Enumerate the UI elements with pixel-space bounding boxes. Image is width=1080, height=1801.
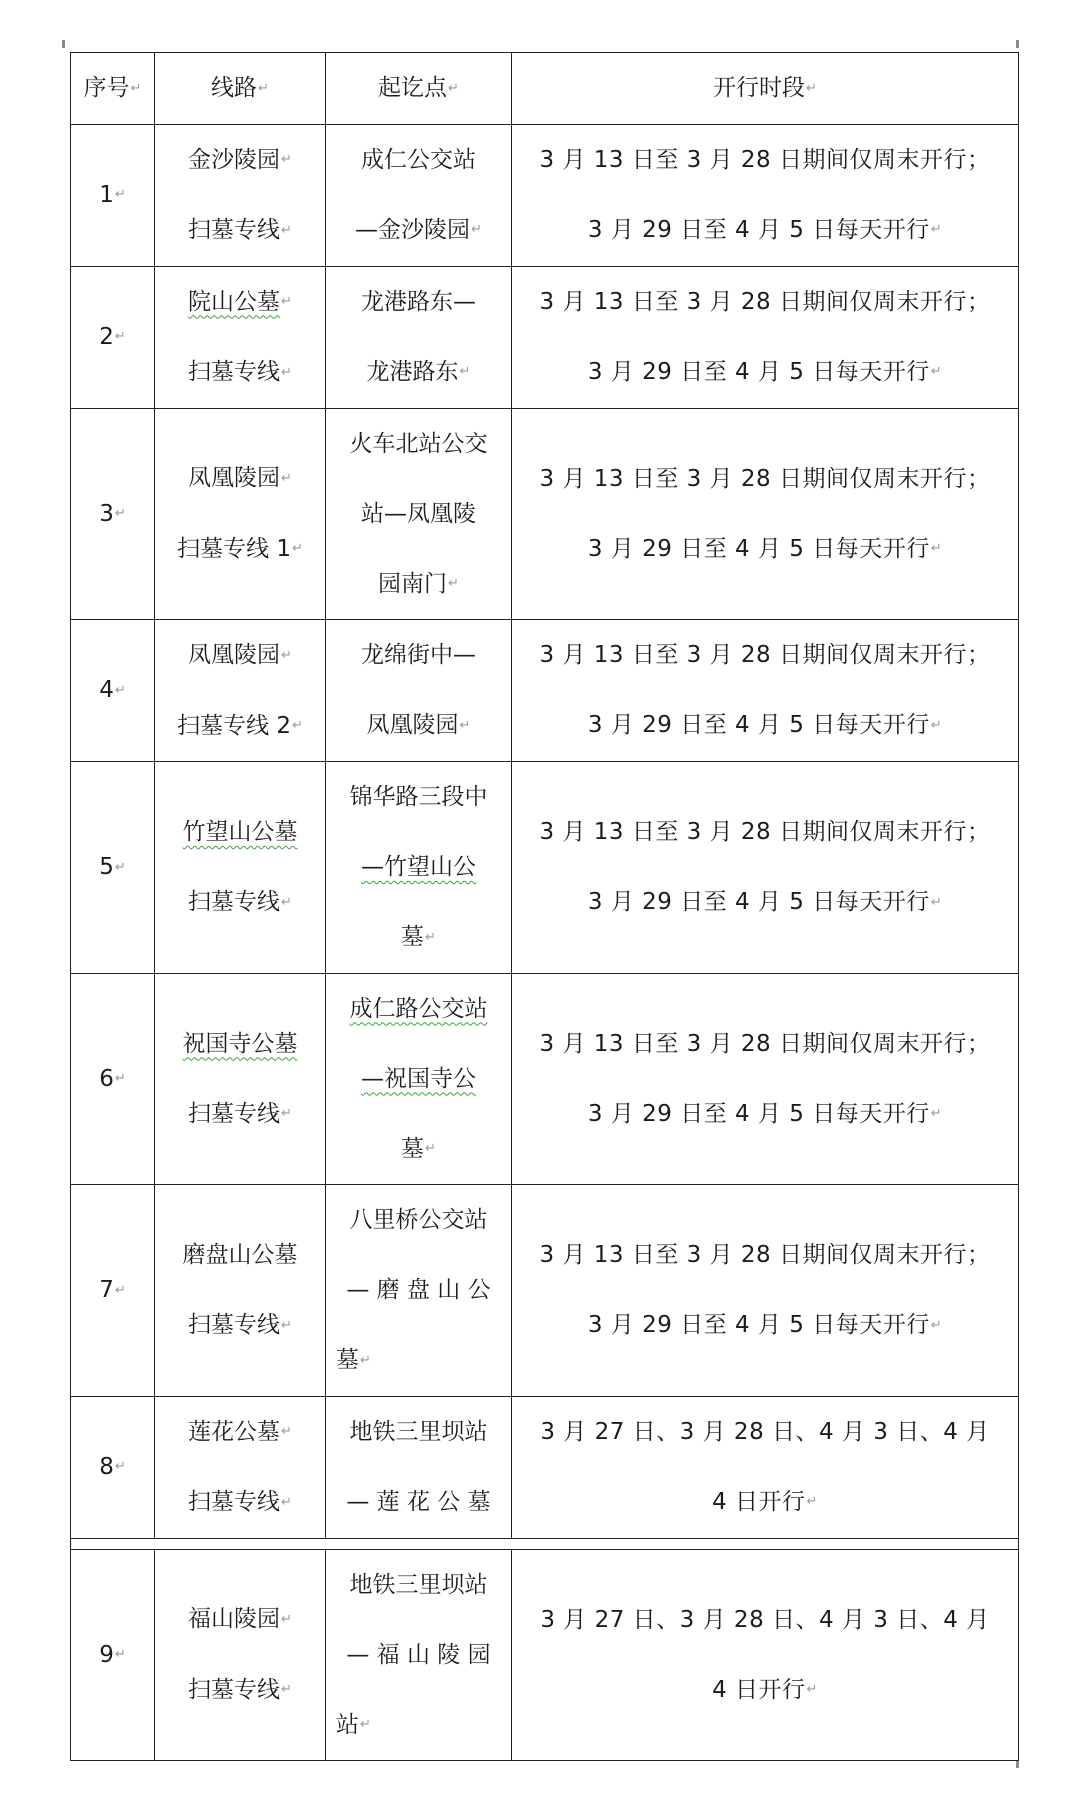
paragraph-mark: ↵ [930,541,943,556]
time-text: 3 月 29 日至 4 月 5 日每天开行 [587,889,930,915]
seq-number: 8 [99,1453,114,1480]
table-row [71,1396,1019,1538]
cell-time [512,973,1019,1185]
stops-text: 站—凤凰陵 [361,500,476,527]
route-line [155,691,325,762]
stops-text: 八里桥公交站 [349,1207,488,1233]
paragraph-mark: ↵ [114,1282,126,1298]
time-text: 3 月 13 日至 3 月 28 日期间仅周末开行； [539,1242,991,1268]
route-line [155,620,325,691]
cell-route [155,266,326,408]
route-text: 竹望山公墓 [182,819,298,845]
cell-seq [71,1185,155,1397]
route-text: 扫墓专线 [188,217,281,243]
table-row [71,124,1019,266]
route-text: 福山陵园 [188,1606,281,1633]
time-text: 3 月 13 日至 3 月 28 日期间仅周末开行； [539,642,991,669]
time-line [512,444,1018,514]
stops-line [326,1397,511,1467]
stops-text: 火车北站公交 [349,430,488,457]
margin-marker [62,40,65,48]
paragraph-mark: ↵ [281,1424,292,1439]
paragraph-mark: ↵ [360,1352,371,1368]
time-line [512,1467,1018,1538]
seq-number: 2 [99,323,114,350]
time-line [512,337,1018,408]
route-line [155,1584,325,1655]
paragraph-mark: ↵ [425,929,436,945]
time-line [512,1655,1018,1726]
time-text: 3 月 13 日至 3 月 28 日期间仅周末开行； [539,1030,991,1057]
cell-time [512,124,1019,266]
header-seq [71,53,155,125]
paragraph-mark: ↵ [930,222,943,238]
stops-line [326,1185,511,1255]
table-row [71,762,1019,974]
cell-stops [326,620,512,762]
time-line [512,267,1018,337]
paragraph-mark: ↵ [459,364,471,380]
cell-stops [326,973,512,1185]
cell-seq [71,762,155,974]
route-line [155,125,325,196]
seq-number: 6 [99,1065,114,1092]
time-text: 3 月 27 日、3 月 28 日、4 月 3 日、4 月 [540,1418,990,1445]
stops-line [326,1044,511,1114]
stops-text: 地铁三里坝站 [349,1419,488,1445]
time-text: 3 月 29 日至 4 月 5 日每天开行 [587,1100,930,1127]
time-line [512,620,1018,690]
paragraph-mark: ↵ [281,1106,292,1121]
route-line [155,267,325,338]
table-row [71,1185,1019,1397]
cell-seq [71,124,155,266]
stops-text: —祝国寺公 [361,1065,476,1092]
route-line [155,867,325,938]
margin-marker [1016,40,1019,48]
paragraph-mark: ↵ [114,1459,126,1475]
paragraph-mark: ↵ [130,80,142,96]
cell-stops [326,124,512,266]
time-line [512,195,1018,266]
route-text: 扫墓专线 1 [177,535,292,562]
time-line [512,867,1018,938]
stops-line [326,409,511,479]
stops-text: 成仁路公交站 [349,995,488,1022]
cell-stops [326,1549,512,1761]
time-text: 3 月 13 日至 3 月 28 日期间仅周末开行； [539,146,991,173]
stops-line [326,620,511,690]
stops-text: — 莲 花 公 墓 [346,1489,491,1515]
paragraph-mark: ↵ [258,80,269,96]
time-line [512,1290,1018,1361]
time-line [512,514,1018,585]
header-stops-label: 起讫点 [378,75,448,101]
cell-time [512,1396,1019,1538]
table-body [71,53,1019,1761]
stops-line [326,125,511,195]
paragraph-mark: ↵ [806,1682,818,1697]
stops-text: 墓 [401,1135,425,1162]
stops-text: 墓 [401,924,425,950]
cell-time [512,762,1019,974]
time-line [512,1397,1018,1467]
stops-text: —竹望山公 [361,854,476,880]
stops-line [326,902,511,973]
stops-text: 凤凰陵园 [366,712,459,739]
time-text: 3 月 27 日、3 月 28 日、4 月 3 日、4 月 [540,1606,990,1633]
page-break-gap [71,1538,1019,1549]
paragraph-mark: ↵ [281,647,292,663]
cell-stops [326,1185,512,1397]
stops-line [326,1255,511,1325]
route-line [155,514,325,585]
paragraph-mark: ↵ [114,859,126,875]
paragraph-mark: ↵ [930,1106,943,1121]
cell-route [155,762,326,974]
paragraph-mark: ↵ [281,152,292,167]
cell-seq [71,408,155,620]
time-text: 3 月 29 日至 4 月 5 日每天开行 [587,535,930,562]
stops-text: 园南门 [378,570,448,597]
stops-text: — 福 山 陵 园 [346,1641,491,1668]
paragraph-mark: ↵ [114,1647,126,1662]
stops-line [326,195,511,266]
stops-text: 龙港路东— [361,288,476,315]
paragraph-mark: ↵ [281,222,292,238]
paragraph-mark: ↵ [930,717,943,733]
route-line [155,443,325,514]
paragraph-mark: ↵ [281,894,292,910]
stops-line [326,479,511,549]
paragraph-mark: ↵ [114,187,126,203]
route-line [155,797,325,867]
paragraph-mark: ↵ [292,541,303,557]
stops-line [326,690,511,761]
stops-text: 地铁三里坝站 [349,1571,488,1598]
paragraph-mark: ↵ [281,294,292,309]
route-line [155,1397,325,1468]
cell-seq [71,266,155,408]
paragraph-mark: ↵ [114,329,126,345]
seq-number: 4 [99,677,114,704]
seq-number: 7 [99,1277,114,1303]
route-text: 凤凰陵园 [188,642,281,668]
cell-route [155,408,326,620]
time-text: 3 月 13 日至 3 月 28 日期间仅周末开行； [539,819,991,845]
paragraph-mark: ↵ [281,1494,292,1510]
stops-text: 锦华路三段中 [349,784,488,810]
table-header-row [71,53,1019,125]
page-break-cell [71,1538,1019,1549]
paragraph-mark: ↵ [281,1611,292,1627]
route-text: 祝国寺公墓 [182,1030,298,1057]
route-text: 扫墓专线 [188,359,281,385]
cell-stops [326,266,512,408]
paragraph-mark: ↵ [425,1141,436,1156]
route-line [155,1009,325,1079]
table-row [71,266,1019,408]
cell-route [155,973,326,1185]
stops-line [326,974,511,1044]
route-text: 扫墓专线 2 [177,712,292,739]
paragraph-mark: ↵ [448,576,459,591]
cell-seq [71,1549,155,1761]
stops-line [326,1325,511,1396]
time-text: 3 月 29 日至 4 月 5 日每天开行 [587,216,930,243]
route-line [155,1220,325,1290]
header-route [155,53,326,125]
time-text: 3 月 29 日至 4 月 5 日每天开行 [587,358,930,385]
route-line [155,1467,325,1538]
header-route-label: 线路 [211,75,258,101]
stops-line [326,1550,511,1620]
paragraph-mark: ↵ [459,717,471,733]
cell-seq [71,1396,155,1538]
header-time-label: 开行时段 [713,75,806,101]
paragraph-mark: ↵ [281,364,292,380]
route-text: 莲花公墓 [188,1418,281,1445]
paragraph-mark: ↵ [471,222,482,238]
margin-marker [1016,1760,1019,1768]
paragraph-mark: ↵ [281,1682,292,1698]
time-line [512,690,1018,761]
cell-route [155,124,326,266]
cell-stops [326,408,512,620]
paragraph-mark: ↵ [292,718,303,733]
stops-line [326,1114,511,1185]
cell-route [155,1185,326,1397]
route-line [155,1079,325,1150]
table-row [71,1549,1019,1761]
table-row [71,620,1019,762]
stops-text: 龙绵街中— [361,642,476,669]
paragraph-mark: ↵ [806,80,817,96]
header-stops [326,53,512,125]
stops-line [326,832,511,902]
cell-route [155,1396,326,1538]
route-line [155,337,325,408]
seq-number: 9 [99,1641,114,1668]
time-line [512,1009,1018,1079]
time-line [512,797,1018,867]
header-seq-label: 序号 [83,75,130,101]
paragraph-mark: ↵ [114,506,126,521]
route-text: 金沙陵园 [188,146,281,173]
stops-text: 墓 [336,1347,359,1373]
route-text: 扫墓专线 [188,1489,281,1515]
header-time [512,53,1019,125]
time-text: 3 月 13 日至 3 月 28 日期间仅周末开行； [539,288,991,315]
time-text: 4 日开行 [712,1488,806,1515]
route-text: 扫墓专线 [188,889,281,915]
time-text: 3 月 29 日至 4 月 5 日每天开行 [587,1312,930,1338]
cell-route [155,620,326,762]
seq-number: 1 [99,181,114,208]
time-line [512,125,1018,195]
paragraph-mark: ↵ [281,1317,292,1333]
cell-stops [326,1396,512,1538]
paragraph-mark: ↵ [281,470,292,486]
paragraph-mark: ↵ [806,1494,818,1510]
cell-seq [71,973,155,1185]
table-row [71,973,1019,1185]
stops-text: 龙港路东 [366,358,459,385]
cell-seq [71,620,155,762]
cell-time [512,266,1019,408]
paragraph-mark: ↵ [930,894,943,910]
route-text: 凤凰陵园 [188,465,281,492]
paragraph-mark: ↵ [930,364,943,380]
cell-time [512,1549,1019,1761]
stops-text: 成仁公交站 [361,146,476,173]
paragraph-mark: ↵ [360,1717,371,1732]
route-line [155,1655,325,1726]
stops-line [326,1690,511,1761]
route-line [155,195,325,266]
time-text: 4 日开行 [712,1676,806,1703]
stops-text: 站 [336,1711,359,1738]
time-line [512,1585,1018,1655]
stops-line [326,1467,511,1537]
route-text: 院山公墓 [188,288,281,315]
cell-time [512,1185,1019,1397]
stops-line [326,267,511,337]
route-text: 磨盘山公墓 [182,1242,298,1268]
paragraph-mark: ↵ [114,1071,126,1086]
paragraph-mark: ↵ [114,682,126,698]
time-text: 3 月 29 日至 4 月 5 日每天开行 [587,712,930,739]
seq-number: 5 [99,854,114,880]
time-line [512,1220,1018,1290]
route-text: 扫墓专线 [188,1312,281,1338]
route-text: 扫墓专线 [188,1100,281,1127]
cell-route [155,1549,326,1761]
time-line [512,1079,1018,1150]
stops-line [326,337,511,408]
table-row [71,408,1019,620]
paragraph-mark: ↵ [930,1317,943,1333]
cell-time [512,620,1019,762]
stops-text: —金沙陵园 [355,216,471,243]
cell-stops [326,762,512,974]
stops-line [326,1620,511,1690]
bus-schedule-table [70,52,1019,1761]
route-line [155,1290,325,1361]
seq-number: 3 [99,500,114,527]
time-text: 3 月 13 日至 3 月 28 日期间仅周末开行； [539,465,991,492]
paragraph-mark: ↵ [448,80,459,96]
stops-line [326,549,511,620]
stops-text: — 磨 盘 山 公 [346,1277,491,1303]
stops-line [326,762,511,832]
route-text: 扫墓专线 [188,1676,281,1703]
cell-time [512,408,1019,620]
